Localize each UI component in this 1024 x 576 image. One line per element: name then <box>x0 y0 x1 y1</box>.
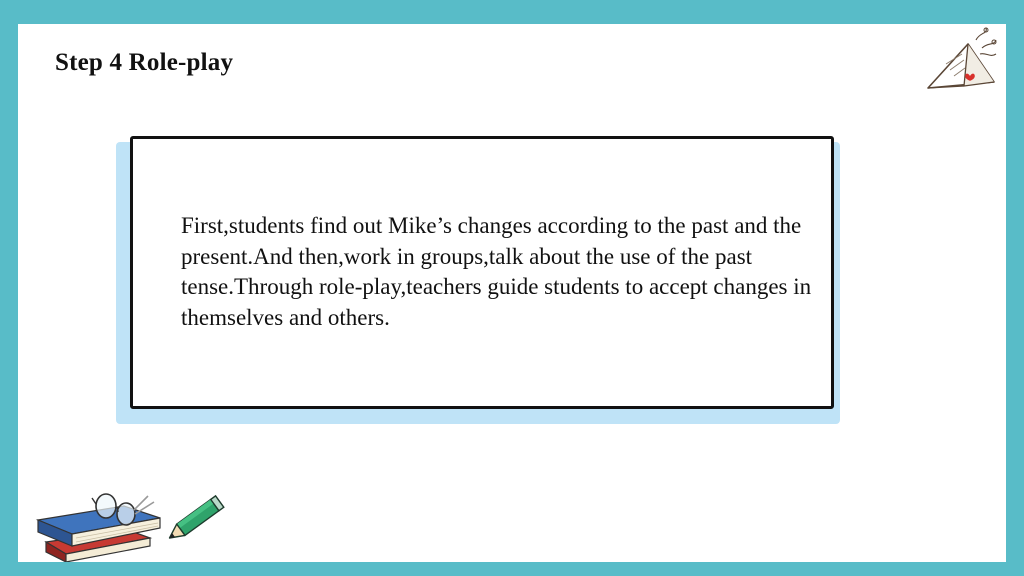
books-with-glasses-icon <box>32 468 166 562</box>
slide <box>18 24 1006 562</box>
pencil-icon <box>164 494 228 546</box>
content-text: First,students find out Mike’s changes according to the past and the present.And then,work in groups,talk about the use of the past tense.Through role-play,teachers guide students to accept changes in themselves and others. <box>181 213 812 330</box>
paper-airplane-icon <box>924 24 1000 94</box>
slide-title: Step 4 Role-play <box>55 49 234 76</box>
content-box <box>130 136 834 409</box>
